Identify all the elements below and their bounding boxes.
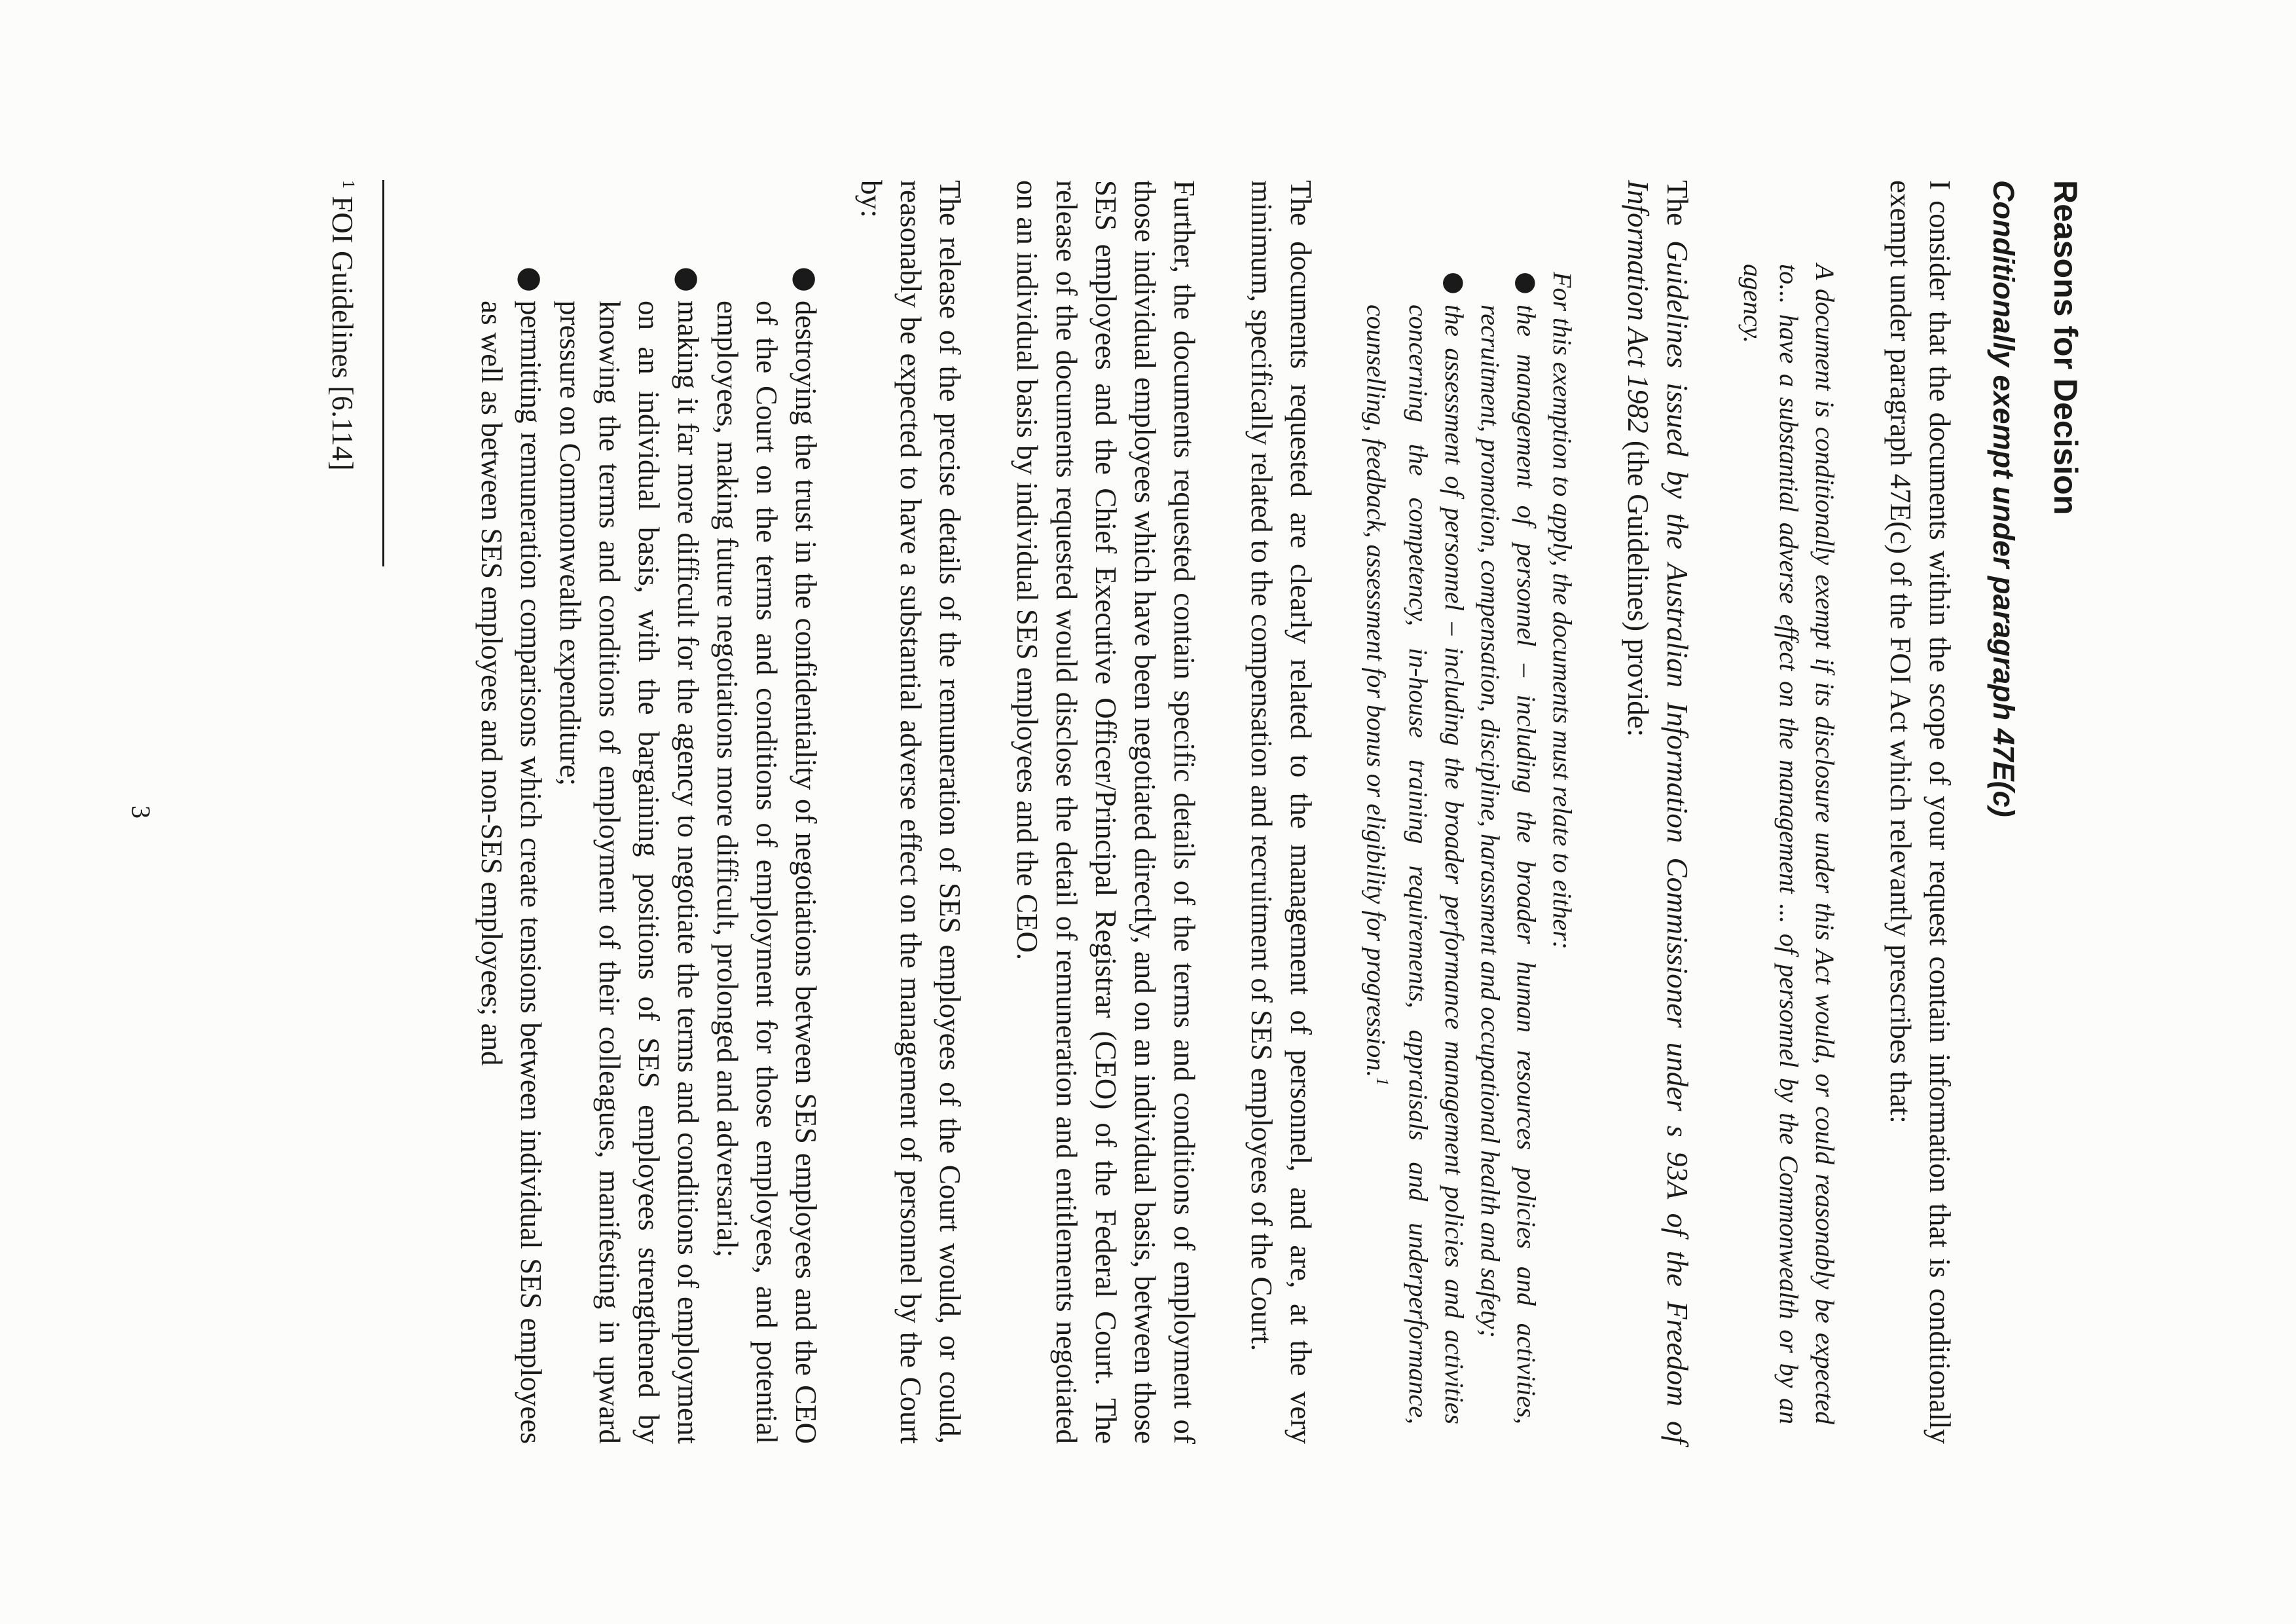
quote-act-provision: A document is conditionally exempt if its disclosure under this Act would, or could reasonably be expected to... have a substantial adverse effect on the management ... of personnel by the Commonwealth or by an agency. (1738, 264, 1840, 1424)
quote-list-item (1358, 272, 1472, 1424)
bullet-icon: ● (1512, 272, 1542, 295)
effects-list-item (472, 267, 551, 1444)
bullet-icon: ● (670, 267, 706, 293)
quote-list-item-text: the management of personnel – including the broader human resources policies and activities, recruitment, promotion, compensation, discipline, harassment and occupational health and safety; (1476, 304, 1541, 1424)
paragraph-guidelines-text-2: (the Guidelines) provide: (1622, 433, 1654, 737)
effects-list-item-text: destroying the trust in the confidentiality of negotiations between SES employees and the CEO of the Court on the terms and conditions of employment for those employees, and potential employees, making future negotiations more difficult, prolonged and adversarial; (710, 301, 822, 1444)
paragraph-intro: I consider that the documents within the scope of your request contain information that is conditionally exempt under paragraph 47E(c) of the FOI Act which relevantly prescribes that: (1884, 180, 1956, 1444)
effects-list-item-text: making it far more difficult for the agency to negotiate the terms and conditions of employment on an individual basis, with the bargaining positions of SES employees strengthened by knowing the terms and conditions of employment of their colleagues, manifesting in upward pressure on Commonwealth expenditure; (553, 301, 704, 1444)
effects-list (472, 180, 826, 1444)
quote-guidelines-list (1358, 180, 1544, 1444)
quote-list-item (1472, 272, 1544, 1424)
footnote (323, 180, 368, 471)
paragraph-management: The documents requested are clearly related to the management of personnel, and are, at the very minimum, specifically related to the compensation and recruitment of SES employees of the Court. (1245, 180, 1317, 1444)
bullet-icon: ● (1440, 272, 1470, 295)
footnote-text: FOI Guidelines [6.114] (326, 189, 359, 471)
bullet-icon: ● (513, 267, 549, 293)
footnote-divider (382, 180, 384, 566)
page-number: 3 (126, 805, 156, 819)
paragraph-guidelines-text-1: The (1661, 180, 1694, 241)
quote-guidelines-intro: For this exemption to apply, the documents must relate to either: (1548, 272, 1577, 950)
section-heading: Reasons for Decision (2047, 180, 2084, 515)
quote-list-item-text: the assessment of personnel – including the broader performance management policies and activities concerning the competency, in-house training requirements, appraisals and underperformance, counselling, feedback, assessment for bonus or eligibility for progression. (1361, 304, 1469, 1424)
paragraph-release: The release of the precise details of the remuneration of SES employees of the Court would, or could, reasonably be expected to have a substantial adverse effect on the management of personnel by the Court by: (854, 180, 966, 1444)
paragraph-guidelines (1618, 180, 1697, 1444)
paragraph-terms: Further, the documents requested contain specific details of the terms and conditions of employment of those individual employees which have been negotiated directly, and on an individual basis, between those SES employees and the Chief Executive Officer/Principal Registrar (CEO) of the Federal Court. The release of the documents requested would disclose the detail of remuneration and entitlements negotiated on an individual basis by individual SES employees and the CEO. (1010, 180, 1201, 1444)
subsection-heading: Conditionally exempt under paragraph 47E(c) (1987, 180, 2020, 817)
document-content (472, 180, 2085, 1444)
effects-list-item (708, 267, 826, 1444)
guidelines-title: Guidelines issued by the Australian Information Commissioner under s 93A of the Freedom of Information Act 1982 (1622, 180, 1694, 1444)
footnote-number: 1 (339, 180, 358, 189)
effects-list-item-text: permitting remuneration comparisons which create tensions between individual SES employees as well as between SES employees and non-SES employees; and (475, 301, 547, 1444)
footnote-reference: 1 (1373, 1077, 1392, 1086)
bullet-icon: ● (788, 267, 824, 293)
effects-list-item (551, 267, 708, 1444)
